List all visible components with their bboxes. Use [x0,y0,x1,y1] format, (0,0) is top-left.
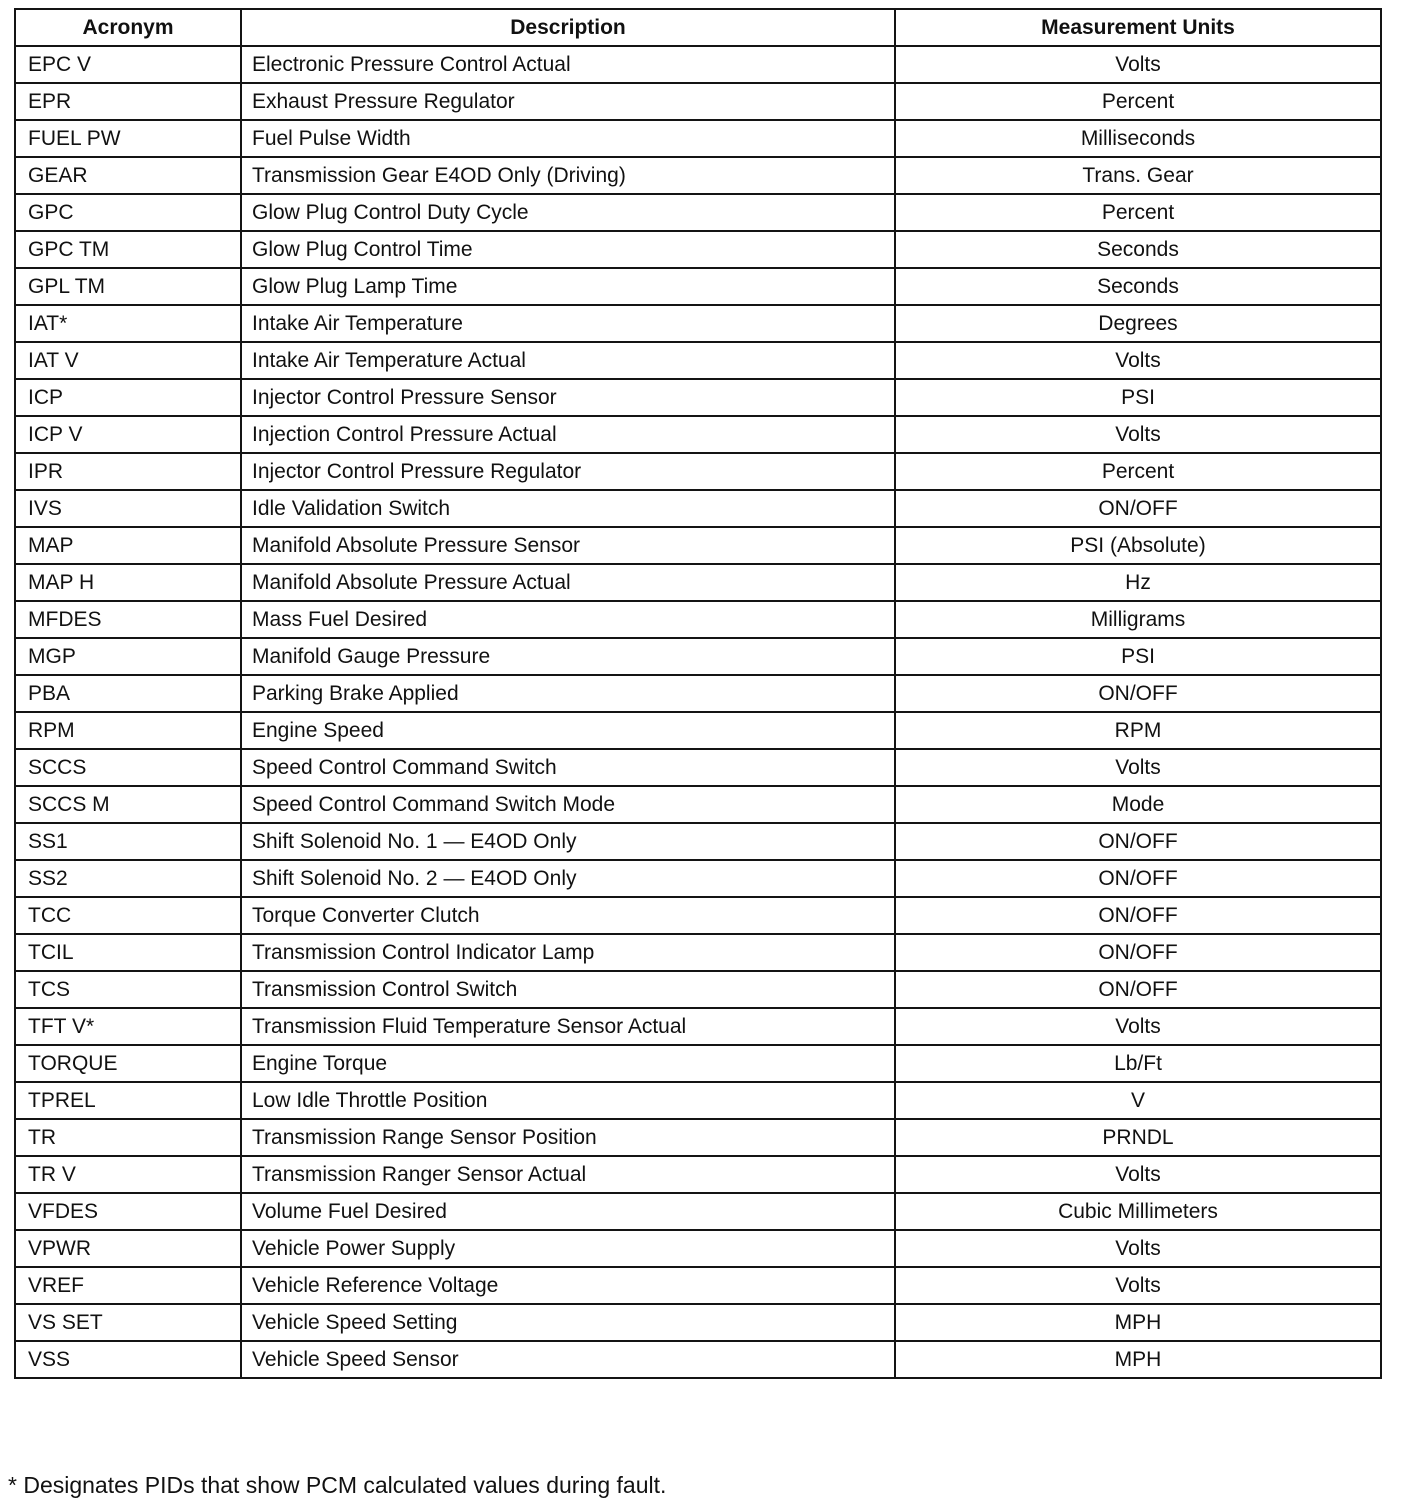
acronym-cell: TCIL [15,934,241,971]
acronym-cell: IAT V [15,342,241,379]
units-cell: Lb/Ft [895,1045,1381,1082]
units-cell: MPH [895,1304,1381,1341]
units-cell: Percent [895,83,1381,120]
units-cell: PSI [895,638,1381,675]
units-cell: MPH [895,1341,1381,1378]
units-cell: Volts [895,1230,1381,1267]
acronym-cell: PBA [15,675,241,712]
units-cell: Hz [895,564,1381,601]
description-cell: Torque Converter Clutch [241,897,895,934]
description-cell: Shift Solenoid No. 2 — E4OD Only [241,860,895,897]
header-row [15,9,1381,46]
table-row [15,379,1381,416]
description-cell: Volume Fuel Desired [241,1193,895,1230]
units-cell: Volts [895,46,1381,83]
units-cell: ON/OFF [895,897,1381,934]
table-row [15,416,1381,453]
acronym-cell: VSS [15,1341,241,1378]
description-cell: Transmission Fluid Temperature Sensor Actual [241,1008,895,1045]
units-cell: Volts [895,749,1381,786]
table-row [15,231,1381,268]
acronym-cell: EPR [15,83,241,120]
units-cell: Milligrams [895,601,1381,638]
description-cell: Idle Validation Switch [241,490,895,527]
description-cell: Manifold Gauge Pressure [241,638,895,675]
acronym-cell: TPREL [15,1082,241,1119]
table-row [15,268,1381,305]
description-cell: Vehicle Speed Setting [241,1304,895,1341]
acronym-cell: FUEL PW [15,120,241,157]
acronym-cell: ICP [15,379,241,416]
description-cell: Injector Control Pressure Regulator [241,453,895,490]
header-acronym: Acronym [15,9,241,46]
acronym-cell: ICP V [15,416,241,453]
acronym-cell: MGP [15,638,241,675]
footnote: * Designates PIDs that show PCM calculated values during fault. [8,1472,667,1498]
acronym-cell: TCS [15,971,241,1008]
units-cell: Volts [895,416,1381,453]
units-cell: Seconds [895,268,1381,305]
description-cell: Electronic Pressure Control Actual [241,46,895,83]
acronym-cell: TCC [15,897,241,934]
table-row [15,1230,1381,1267]
description-cell: Intake Air Temperature Actual [241,342,895,379]
acronym-cell: SS1 [15,823,241,860]
table-row [15,1193,1381,1230]
table-row [15,194,1381,231]
table-row [15,564,1381,601]
table-row [15,453,1381,490]
acronym-cell: VS SET [15,1304,241,1341]
table-row [15,1304,1381,1341]
description-cell: Mass Fuel Desired [241,601,895,638]
table-row [15,786,1381,823]
description-cell: Shift Solenoid No. 1 — E4OD Only [241,823,895,860]
description-cell: Injector Control Pressure Sensor [241,379,895,416]
acronym-cell: TFT V* [15,1008,241,1045]
table-row [15,712,1381,749]
table-row [15,1082,1381,1119]
units-cell: ON/OFF [895,860,1381,897]
table-row [15,1119,1381,1156]
acronym-cell: MAP H [15,564,241,601]
description-cell: Exhaust Pressure Regulator [241,83,895,120]
acronym-cell: VREF [15,1267,241,1304]
description-cell: Manifold Absolute Pressure Actual [241,564,895,601]
description-cell: Glow Plug Lamp Time [241,268,895,305]
units-cell: V [895,1082,1381,1119]
acronym-cell: MFDES [15,601,241,638]
table-row [15,120,1381,157]
table-row [15,860,1381,897]
acronym-cell: RPM [15,712,241,749]
header-measurement-units: Measurement Units [895,9,1381,46]
pid-table [14,8,1382,1379]
acronym-cell: IVS [15,490,241,527]
table-row [15,527,1381,564]
description-cell: Glow Plug Control Duty Cycle [241,194,895,231]
acronym-cell: SCCS M [15,786,241,823]
table-row [15,46,1381,83]
description-cell: Vehicle Power Supply [241,1230,895,1267]
description-cell: Manifold Absolute Pressure Sensor [241,527,895,564]
acronym-cell: GPC [15,194,241,231]
units-cell: Percent [895,453,1381,490]
description-cell: Vehicle Speed Sensor [241,1341,895,1378]
description-cell: Transmission Control Switch [241,971,895,1008]
table-row [15,971,1381,1008]
units-cell: ON/OFF [895,971,1381,1008]
acronym-cell: SCCS [15,749,241,786]
table-row [15,1341,1381,1378]
units-cell: Volts [895,1267,1381,1304]
units-cell: Cubic Millimeters [895,1193,1381,1230]
units-cell: Volts [895,1156,1381,1193]
acronym-cell: GPL TM [15,268,241,305]
acronym-cell: IAT* [15,305,241,342]
units-cell: ON/OFF [895,675,1381,712]
units-cell: RPM [895,712,1381,749]
units-cell: Volts [895,342,1381,379]
description-cell: Intake Air Temperature [241,305,895,342]
acronym-cell: SS2 [15,860,241,897]
acronym-cell: MAP [15,527,241,564]
pid-table-container [14,8,1380,1379]
table-row [15,1008,1381,1045]
description-cell: Engine Torque [241,1045,895,1082]
table-body [15,46,1381,1378]
table-row [15,157,1381,194]
table-row [15,1045,1381,1082]
table-row [15,490,1381,527]
description-cell: Injection Control Pressure Actual [241,416,895,453]
table-row [15,823,1381,860]
table-row [15,305,1381,342]
units-cell: Degrees [895,305,1381,342]
units-cell: Volts [895,1008,1381,1045]
units-cell: PRNDL [895,1119,1381,1156]
units-cell: ON/OFF [895,490,1381,527]
units-cell: PSI [895,379,1381,416]
acronym-cell: TR [15,1119,241,1156]
table-row [15,638,1381,675]
units-cell: Mode [895,786,1381,823]
table-row [15,897,1381,934]
units-cell: ON/OFF [895,934,1381,971]
table-row [15,83,1381,120]
units-cell: PSI (Absolute) [895,527,1381,564]
table-row [15,1267,1381,1304]
units-cell: Seconds [895,231,1381,268]
acronym-cell: TR V [15,1156,241,1193]
acronym-cell: TORQUE [15,1045,241,1082]
acronym-cell: GEAR [15,157,241,194]
acronym-cell: VPWR [15,1230,241,1267]
description-cell: Low Idle Throttle Position [241,1082,895,1119]
description-cell: Transmission Control Indicator Lamp [241,934,895,971]
acronym-cell: VFDES [15,1193,241,1230]
units-cell: Trans. Gear [895,157,1381,194]
table-row [15,934,1381,971]
table-row [15,601,1381,638]
description-cell: Speed Control Command Switch [241,749,895,786]
table-row [15,749,1381,786]
table-header [15,9,1381,46]
acronym-cell: IPR [15,453,241,490]
description-cell: Speed Control Command Switch Mode [241,786,895,823]
table-row [15,342,1381,379]
table-row [15,1156,1381,1193]
description-cell: Parking Brake Applied [241,675,895,712]
description-cell: Transmission Ranger Sensor Actual [241,1156,895,1193]
description-cell: Transmission Range Sensor Position [241,1119,895,1156]
description-cell: Fuel Pulse Width [241,120,895,157]
units-cell: Milliseconds [895,120,1381,157]
acronym-cell: GPC TM [15,231,241,268]
description-cell: Transmission Gear E4OD Only (Driving) [241,157,895,194]
units-cell: ON/OFF [895,823,1381,860]
table-row [15,675,1381,712]
description-cell: Glow Plug Control Time [241,231,895,268]
acronym-cell: EPC V [15,46,241,83]
description-cell: Engine Speed [241,712,895,749]
description-cell: Vehicle Reference Voltage [241,1267,895,1304]
header-description: Description [241,9,895,46]
units-cell: Percent [895,194,1381,231]
